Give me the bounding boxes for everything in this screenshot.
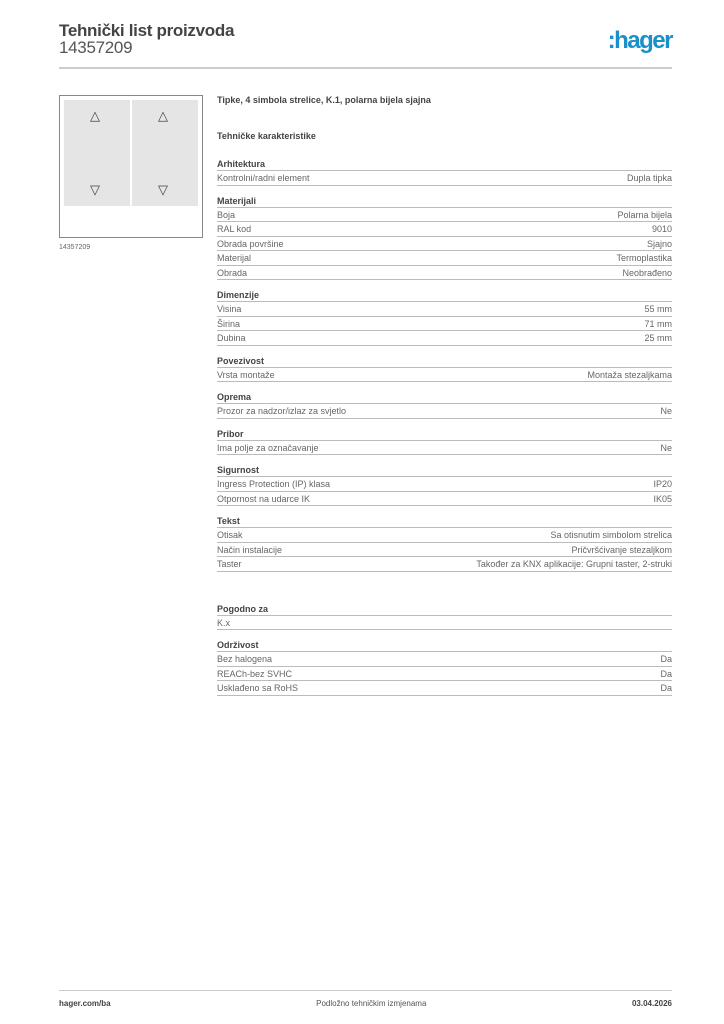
spec-value: Neobrađeno: [622, 267, 672, 278]
spec-label: Vrsta montaže: [217, 369, 275, 380]
spec-label: Otisak: [217, 530, 243, 540]
spec-value: Polarna bijela: [617, 209, 672, 220]
footer-website[interactable]: hager.com/ba: [59, 999, 111, 1008]
spec-table: [217, 95, 672, 704]
spec-row: [217, 616, 672, 631]
spec-row: [217, 557, 672, 572]
spec-row: [217, 302, 672, 317]
footer: [59, 990, 672, 1008]
spec-section: [217, 514, 672, 572]
spec-row: [217, 441, 672, 456]
product-image: [59, 95, 203, 238]
spec-row: [217, 477, 672, 492]
spec-row: [217, 528, 672, 543]
spec-label: REACh-bez SVHC: [217, 668, 293, 679]
section-title: Tehničke karakteristike: [217, 131, 316, 141]
spec-value: IP20: [653, 479, 672, 489]
spec-row: [217, 681, 672, 696]
spec-value: Dupla tipka: [626, 173, 672, 183]
spec-value: 9010: [651, 224, 672, 234]
spec-label: Širina: [217, 318, 241, 329]
footer-note: Podložno tehničkim izmjenama: [316, 999, 427, 1008]
spec-section: [217, 354, 672, 383]
section-heading: Pogodno za: [217, 602, 672, 616]
section-heading: Materijali: [217, 194, 672, 208]
spec-label: Ima polje za označavanje: [217, 442, 319, 453]
spec-row: [217, 492, 672, 507]
spec-value: Pričvršćivanje stezaljkom: [571, 544, 672, 555]
footer-date: 03.04.2026: [631, 999, 672, 1008]
spec-value: Sjajno: [646, 238, 672, 249]
spec-section: [217, 157, 672, 186]
spec-value: IK05: [653, 493, 672, 504]
spec-section: [217, 194, 672, 281]
spec-label: Način instalacije: [217, 544, 283, 555]
spec-label: K.x: [217, 617, 231, 628]
spec-value: Da: [660, 668, 672, 679]
spec-row: [217, 368, 672, 383]
section-heading: Održivost: [217, 638, 672, 652]
spec-label: Ingress Protection (IP) klasa: [217, 479, 331, 489]
section-heading: Tekst: [217, 514, 672, 528]
spec-row: [217, 222, 672, 237]
spec-row: [217, 667, 672, 682]
spec-row: [217, 208, 672, 223]
spec-label: Usklađeno sa RoHS: [217, 683, 299, 693]
spec-label: Otpornost na udarce IK: [217, 493, 311, 504]
spec-label: Prozor za nadzor/izlaz za svjetlo: [217, 406, 347, 416]
product-description: Tipke, 4 simbola strelice, K.1, polarna bijela sjajna: [217, 95, 431, 105]
spec-label: Taster: [217, 559, 242, 569]
spec-value: Montaža stezaljkama: [587, 369, 672, 380]
spec-section: [217, 638, 672, 696]
arrow-down-icon: ▽: [158, 182, 168, 197]
spec-section: [217, 602, 672, 631]
product-number: 14357209: [59, 38, 133, 57]
hager-logo: :hager: [607, 27, 672, 54]
spec-section: [217, 427, 672, 456]
section-heading: Oprema: [217, 390, 672, 404]
section-heading: Povezivost: [217, 354, 672, 368]
spec-value: 25 mm: [644, 333, 672, 343]
spec-label: Materijal: [217, 253, 252, 263]
header-divider: [59, 67, 672, 69]
spec-label: Bez halogena: [217, 654, 273, 664]
spec-section: [217, 390, 672, 419]
spec-label: RAL kod: [217, 224, 252, 234]
arrow-down-icon: ▽: [90, 182, 100, 197]
spec-row: [217, 317, 672, 332]
spec-label: Obrada površine: [217, 238, 284, 249]
left-rocker: [64, 100, 130, 206]
spec-value: Termoplastika: [616, 253, 672, 263]
spec-label: Visina: [217, 304, 242, 314]
section-heading: Sigurnost: [217, 463, 672, 477]
spec-section: [217, 288, 672, 346]
spec-row: [217, 266, 672, 281]
spec-value: 55 mm: [644, 304, 672, 314]
spec-row: [217, 543, 672, 558]
page-title: Tehnički list proizvoda: [59, 21, 235, 40]
section-heading: Dimenzije: [217, 288, 672, 302]
spec-value: 71 mm: [644, 318, 672, 329]
spec-row: [217, 404, 672, 419]
spec-row: [217, 251, 672, 266]
spec-row: [217, 652, 672, 667]
arrow-up-icon: △: [158, 108, 168, 123]
spec-row: [217, 171, 672, 186]
spec-value: Da: [660, 683, 672, 693]
spec-label: Obrada: [217, 267, 248, 278]
right-rocker: [132, 100, 198, 206]
spec-value: Sa otisnutim simbolom strelica: [550, 530, 672, 540]
spec-value: Ne: [660, 442, 672, 453]
spec-value: Da: [660, 654, 672, 664]
spec-row: [217, 331, 672, 346]
spec-value: Ne: [660, 406, 672, 416]
spec-label: Kontrolni/radni element: [217, 173, 310, 183]
section-heading: Arhitektura: [217, 157, 672, 171]
section-heading: Pribor: [217, 427, 672, 441]
spec-label: Boja: [217, 209, 236, 220]
image-caption: 14357209: [59, 244, 91, 251]
spec-row: [217, 237, 672, 252]
spec-label: Dubina: [217, 333, 246, 343]
spec-section: [217, 463, 672, 506]
arrow-up-icon: △: [90, 108, 100, 123]
spec-value: Također za KNX aplikacije: Grupni taster, 2-struki: [476, 559, 672, 569]
